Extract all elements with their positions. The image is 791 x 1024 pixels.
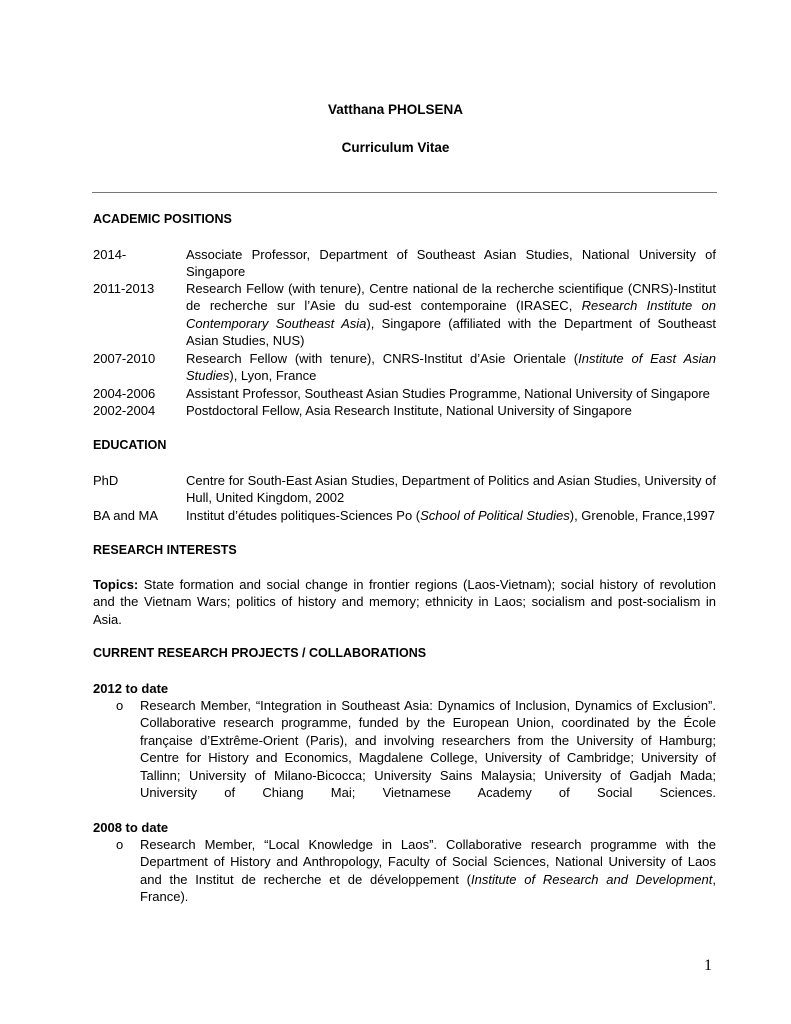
page-number: 1	[704, 957, 712, 974]
section-heading-projects: CURRENT RESEARCH PROJECTS / COLLABORATIONS	[93, 646, 427, 660]
position-period: 2002-2004	[93, 403, 156, 418]
position-text: Research Fellow (with tenure), Centre national de la recherche scientifique (CNRS)-Institut de recherche sur l’Asie du sud-est contemporaine (IRASEC, Research Institute on Contemporary Southeast Asia), Singapore (affiliated with the Department of Southeast Asian Studies, NUS)	[186, 281, 716, 349]
project-period: 2008 to date	[93, 820, 169, 835]
header-divider	[92, 192, 717, 193]
education-degree: BA and MA	[93, 508, 159, 523]
section-heading-education: EDUCATION	[93, 438, 167, 452]
document-title: Curriculum Vitae	[341, 140, 450, 155]
education-degree: PhD	[93, 473, 119, 488]
author-name: Vatthana PHOLSENA	[327, 102, 464, 117]
position-period: 2004-2006	[93, 386, 156, 401]
position-text: Assistant Professor, Southeast Asian Studies Programme, National University of Singapore	[186, 386, 710, 401]
topics-label: Topics:	[93, 577, 139, 592]
bullet-icon: o	[116, 698, 124, 713]
position-text: Associate Professor, Department of Southeast Asian Studies, National University of Singapore	[186, 247, 716, 280]
project-text: Research Member, “Local Knowledge in Laos”. Collaborative research programme with the Department of History and Anthropology, Faculty of Social Sciences, National University of Laos and the Institut de recherche et de développement (Institute of Research and Development, France).	[140, 837, 716, 905]
position-text: Postdoctoral Fellow, Asia Research Institute, National University of Singapore	[186, 403, 632, 418]
position-text: Research Fellow (with tenure), CNRS-Institut d’Asie Orientale (Institute of East Asian Studies), Lyon, France	[186, 351, 716, 384]
position-period: 2007-2010	[93, 351, 156, 366]
topics-text: State formation and social change in frontier regions (Laos-Vietnam); social history of revolution and the Vietnam Wars; politics of history and memory; ethnicity in Laos; socialism and post-socialism in Asia.	[93, 577, 716, 627]
section-heading-academic-positions: ACADEMIC POSITIONS	[93, 212, 232, 226]
research-topics-paragraph	[93, 576, 716, 628]
position-period: 2014-	[93, 247, 127, 262]
bullet-icon: o	[116, 837, 124, 852]
position-period: 2011-2013	[93, 281, 155, 296]
project-period: 2012 to date	[93, 681, 169, 696]
education-text: Centre for South-East Asian Studies, Department of Politics and Asian Studies, University of Hull, United Kingdom, 2002	[186, 473, 716, 506]
project-text: Research Member, “Integration in Southeast Asia: Dynamics of Inclusion, Dynamics of Exclusion”. Collaborative research programme, funded by the European Union, coordinated by the École française d’Extrême-Orient (Paris), and involving researchers from the University of Hamburg; Centre for History and Economics, Magdalene College, University of Cambridge; University of Tallinn; University of Milano-Bicocca; University Sains Malaysia; University of Gadjah Mada; University of Chiang Mai; Vietnamese Academy of Social Sciences.	[140, 698, 716, 801]
education-text: Institut d’études politiques-Sciences Po (School of Political Studies), Grenoble, France,1997	[186, 508, 715, 523]
section-heading-research-interests: RESEARCH INTERESTS	[93, 543, 237, 557]
